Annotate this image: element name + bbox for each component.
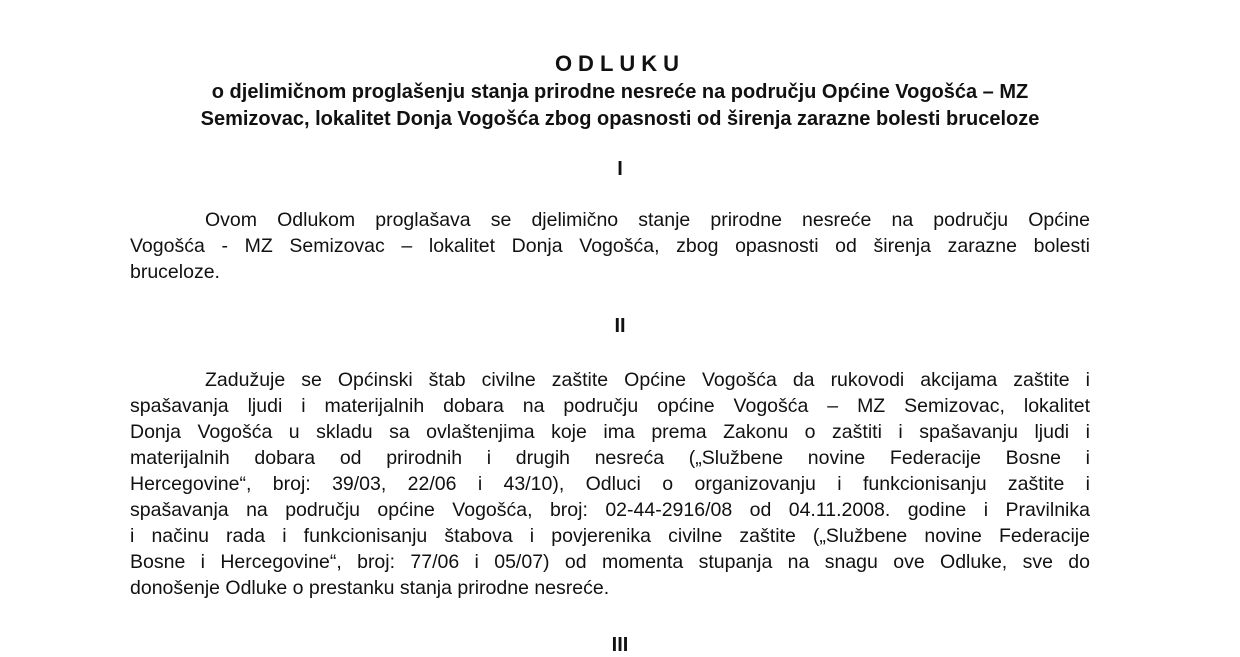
paragraph-line: spašavanja na području općine Vogošća, broj: 02-44-2916/08 od 04.11.2008. godine i Pravilnika [130, 499, 1090, 521]
paragraph-line: donošenje Odluke o prestanku stanja prirodne nesreće. [130, 577, 610, 599]
document-title: ODLUKU [554, 51, 686, 76]
paragraph-line: materijalnih dobara od prirodnih i drugih nesreća („Službene novine Federacije Bosne i [130, 447, 1090, 469]
subtitle-line: o djelimičnom proglašenju stanja prirodne nesreće na području Općine Vogošća – MZ [211, 81, 1029, 103]
paragraph-line: Hercegovine“, broj: 39/03, 22/06 i 43/10), Odluci o organizovanju i funkcionisanju zaštite i [130, 473, 1090, 495]
document-subtitle [120, 79, 1120, 133]
paragraph-line: i načinu rada i funkcionisanju štabova i povjerenika civilne zaštite („Službene novine Federacije [130, 525, 1090, 547]
paragraph-line: Vogošća - MZ Semizovac – lokalitet Donja Vogošća, zbog opasnosti od širenja zarazne bolesti [130, 235, 1090, 257]
paragraph-line: bruceloze. [130, 261, 220, 283]
section-number-ii: II [614, 315, 626, 337]
paragraph-line: spašavanja ljudi i materijalnih dobara na području općine Vogošća – MZ Semizovac, lokalitet [130, 395, 1090, 417]
section-i-paragraph [130, 207, 1090, 285]
subtitle-line: Semizovac, lokalitet Donja Vogošća zbog opasnosti od širenja zarazne bolesti bruceloze [200, 108, 1040, 130]
paragraph-line: Ovom Odlukom proglašava se djelimično stanje prirodne nesreće na području Općine [205, 209, 1090, 231]
section-number-i: I [617, 158, 623, 180]
section-number-iii: III [611, 634, 629, 656]
paragraph-line: Zadužuje se Općinski štab civilne zaštite Općine Vogošća da rukovodi akcijama zaštite i [205, 369, 1090, 391]
section-ii-paragraph [130, 367, 1090, 601]
paragraph-line: Donja Vogošća u skladu sa ovlaštenjima koje ima prema Zakonu o zaštiti i spašavanju ljudi i [130, 421, 1090, 443]
paragraph-line: Bosne i Hercegovine“, broj: 77/06 i 05/07) od momenta stupanja na snagu ove Odluke, sve do [130, 551, 1090, 573]
